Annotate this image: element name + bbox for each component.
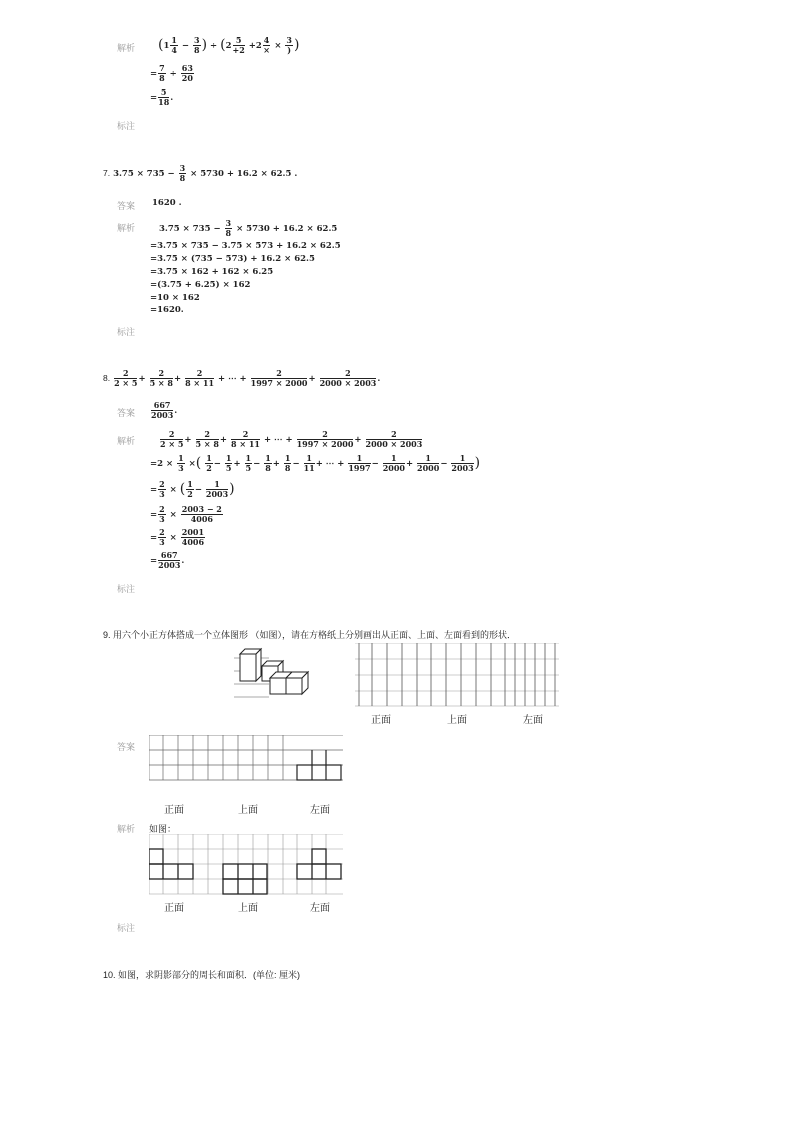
q8-step-1: =2 × $\frac{1}{3}$ ×( $\frac{1}{2}$ − $\frac{1}{5}$ + $\frac{1}{5}$ − $\frac{1}{8}$ + $\frac{1}{8}$ − $\frac{1}{11}$ + ⋯ + $\frac{1}{1997}$ − $\frac{1}{2000}$ + $\frac{1}{2000}$ − $\frac{1}{2003}$ ) [150,453,481,473]
q8-question: 8. $\frac{2}{2 \times 5}$ + $\frac{2}{5 \times 8}$ + $\frac{2}{8 \times 11}$ + ⋯ + $\frac{2}{1997 \times 2000}$ + $\frac{2}{2000 \times 2003}$ . [103,368,381,388]
note-label: 标注 [117,584,136,594]
q7-step-2: =3.75 × (735 − 573) + 16.2 × 62.5 [150,254,315,264]
q9-blank-grid [355,643,559,707]
q7-step-4: =(3.75 + 6.25) × 162 [150,280,251,290]
analysis-face-front: 正面 [164,903,184,914]
face-label-top: 上面 [447,715,467,726]
analysis-label: 解析 [117,436,136,446]
q7-step-1: =3.75 × 735 − 3.75 × 573 + 16.2 × 62.5 [150,241,341,251]
q10-question: 10. 如图，求阴影部分的周长和面积．(单位: 厘米) [103,970,301,980]
q6-step-2: = $\frac{7}{8}$ ÷ $\frac{63}{20}$ [150,63,193,83]
q9-answer-grid [149,735,343,797]
analysis-label: 解析 [117,223,136,233]
q9-analysis-text: 如图： [149,824,177,834]
q8-step-0: $\frac{2}{2 \times 5}$ + $\frac{2}{5 \times 8}$ + $\frac{2}{8 \times 11}$ + ⋯ + $\frac{2}{1997 \times 2000}$ + $\frac{2}{2000 \times 2003}$ [160,429,423,449]
cubes-figure [234,646,310,706]
note-label: 标注 [117,923,136,933]
q6-step-1: (1 $\frac{1}{4}$ − $\frac{3}{8}$ ) ÷ (2 $\frac{5}{+2}$ +2 $\frac{4}{\times}$ × $\frac{3}{)}$ ) [158,35,300,55]
analysis-label: 解析 [117,824,136,834]
answer-label: 答案 [117,408,136,418]
q7-step-0: 3.75 × 735 − $\frac{3}{8}$ × 5730 + 16.2 × 62.5 [159,218,338,238]
answer-label: 答案 [117,742,136,752]
q8-step-2: = $\frac{2}{3}$ × ( $\frac{1}{2}$ − $\frac{1}{2003}$ ) [150,479,235,499]
q7-question: 7. 3.75 × 735 − $\frac{3}{8}$ × 5730 + 16.2 × 62.5 . [103,163,298,183]
q7-step-6: =1620. [150,305,184,315]
note-label: 标注 [117,327,136,337]
q9-analysis-grid [149,834,343,896]
q7-step-3: =3.75 × 162 + 162 × 6.25 [150,267,274,277]
answer-label: 答案 [117,201,136,211]
q6-step-3: = $\frac{5}{18}$ . [150,87,174,107]
q8-step-4: = $\frac{2}{3}$ × $\frac{2001}{4006}$ [150,527,205,547]
analysis-face-left: 左面 [310,903,330,914]
note-label: 标注 [117,121,136,131]
q8-step-3: = $\frac{2}{3}$ × $\frac{2003 - 2}{4006}$ [150,504,222,524]
q8-step-5: = $\frac{667}{2003}$ . [150,550,185,570]
face-label-front: 正面 [371,715,391,726]
q7-answer: 1620 . [152,198,182,208]
answer-face-top: 上面 [238,805,258,816]
answer-face-left: 左面 [310,805,330,816]
face-label-left: 左面 [523,715,543,726]
q9-question: 9. 用六个小正方体搭成一个立体图形 （如图），请在方格纸上分别画出从正面、上面、左面看到的形状． [103,630,517,640]
q7-step-5: =10 × 162 [150,293,200,303]
analysis-label: 解析 [117,43,136,53]
q8-answer: $\frac{667}{2003}$ . [151,400,178,420]
answer-face-front: 正面 [164,805,184,816]
analysis-face-top: 上面 [238,903,258,914]
